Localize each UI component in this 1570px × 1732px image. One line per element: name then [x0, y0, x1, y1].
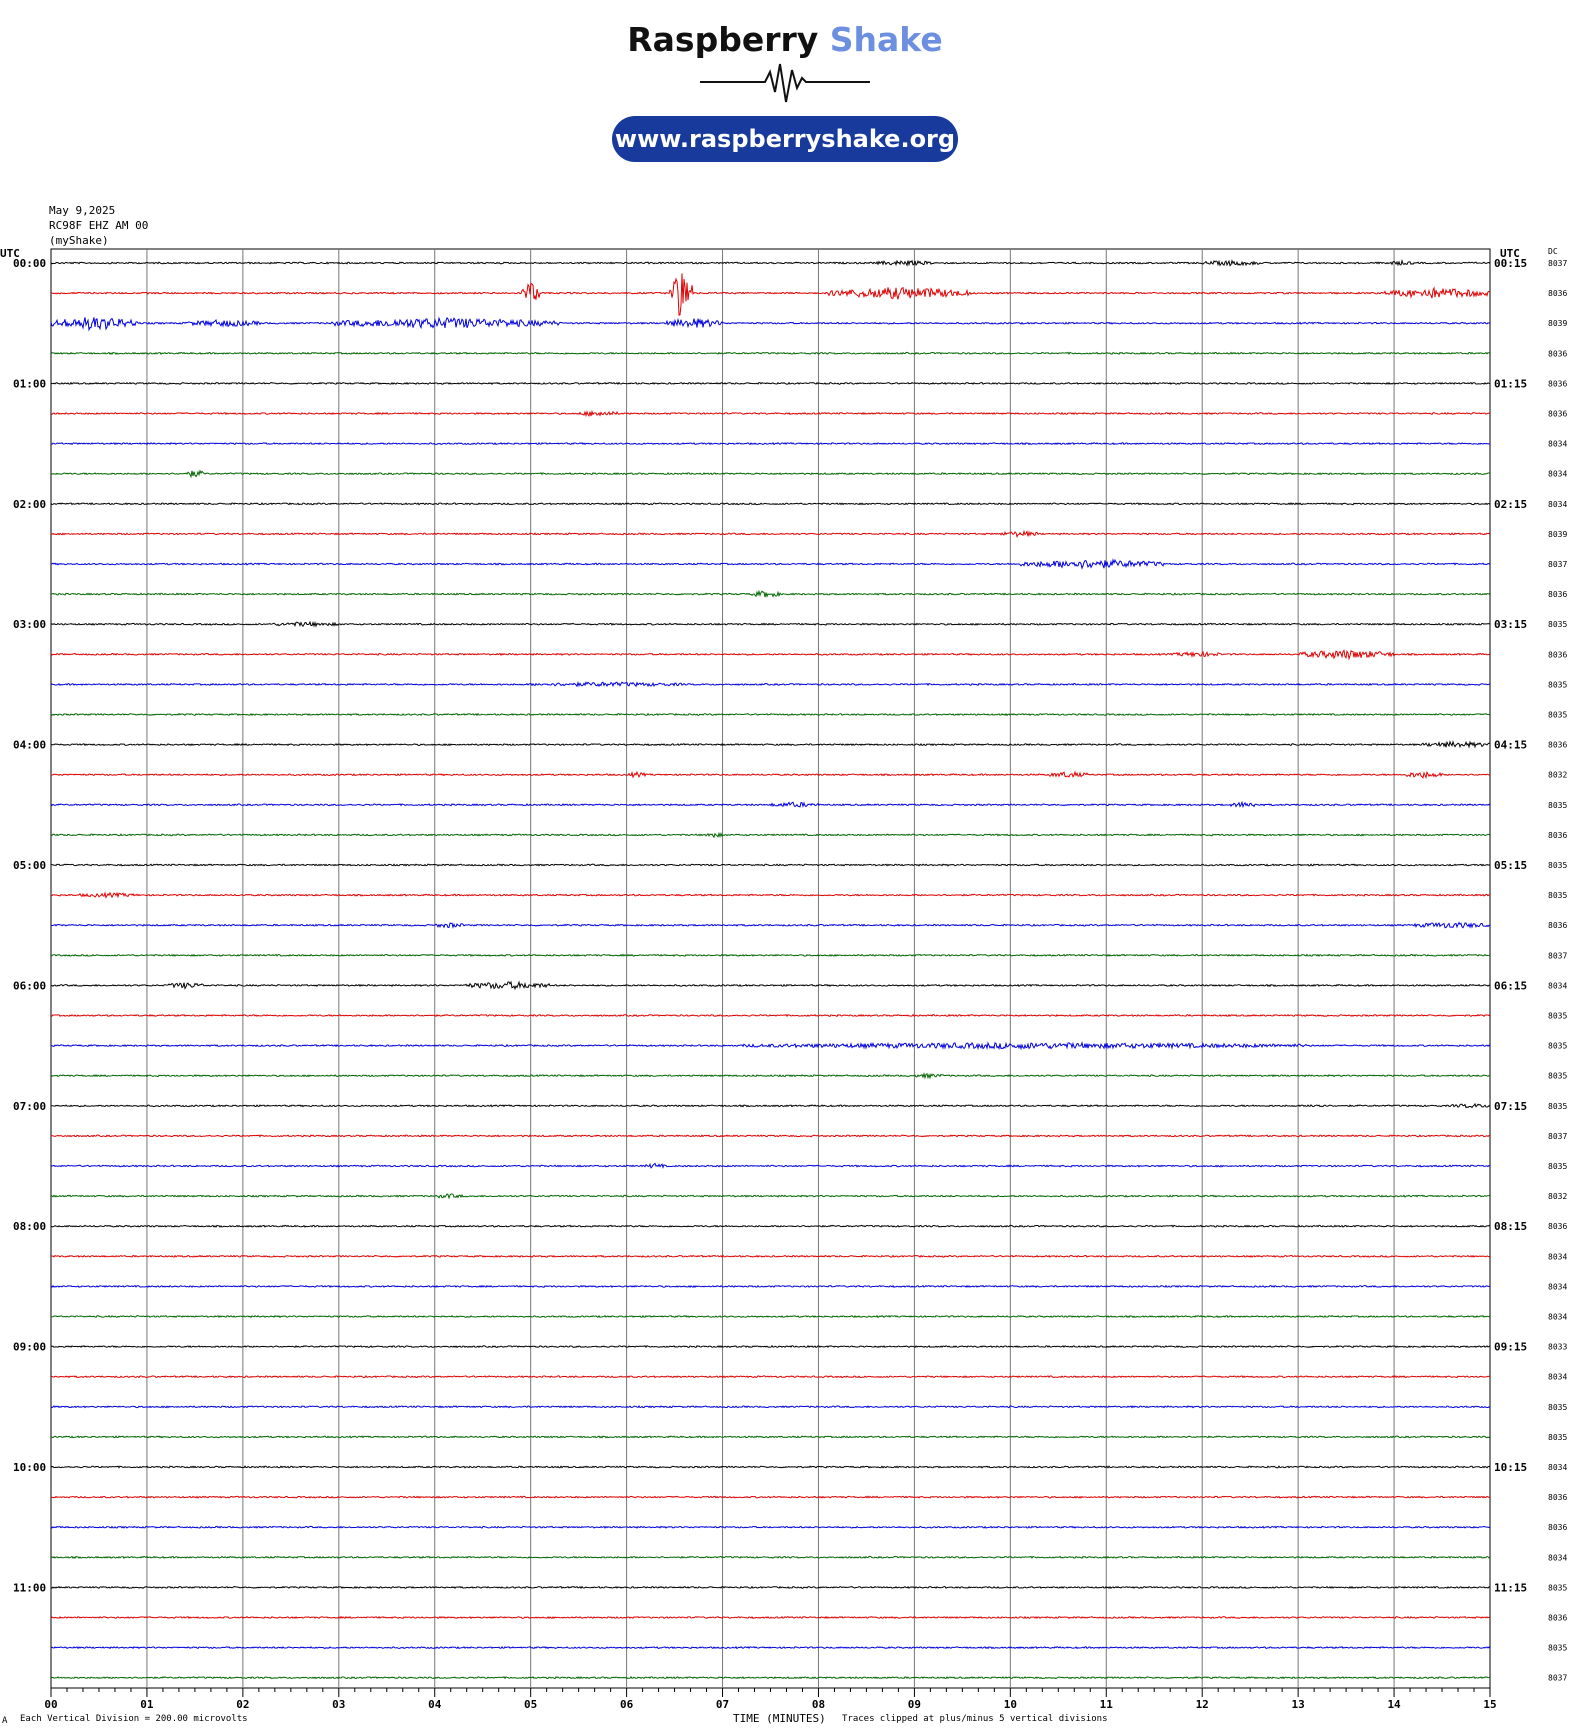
dc-offset-label: 8035 — [1548, 1643, 1568, 1653]
clip-note: Traces clipped at plus/minus 5 vertical divisions — [842, 1714, 1108, 1724]
dc-offset-label: 8036 — [1548, 1613, 1568, 1623]
x-tick-label: 11 — [1099, 1698, 1113, 1711]
seismic-trace-40 — [51, 1466, 1490, 1468]
seismic-trace-1 — [51, 273, 1490, 315]
seismic-trace-0 — [51, 261, 1490, 266]
dc-offset-label: 8036 — [1548, 650, 1568, 660]
x-tick-label: 08 — [811, 1698, 826, 1711]
dc-offset-label: 8036 — [1548, 1523, 1568, 1533]
dc-offset-label: 8036 — [1548, 740, 1568, 750]
dc-offset-label: 8033 — [1548, 1342, 1568, 1352]
seismic-trace-32 — [51, 1225, 1490, 1227]
plot-frame — [51, 249, 1490, 1688]
dc-offset-label: 8034 — [1548, 469, 1568, 479]
dc-offset-label: 8032 — [1548, 770, 1568, 780]
x-tick-label: 00 — [44, 1698, 58, 1711]
hour-label-left: 09:00 — [13, 1340, 47, 1354]
hour-label-right: 03:15 — [1494, 618, 1528, 632]
x-tick-label: 12 — [1195, 1698, 1209, 1711]
seismic-trace-17 — [51, 772, 1490, 778]
dc-offset-label: 8035 — [1548, 1162, 1568, 1171]
dc-offset-label: 8036 — [1548, 379, 1568, 389]
x-tick-label: 06 — [619, 1698, 634, 1711]
dc-offset-label: 8035 — [1548, 710, 1568, 720]
seismic-trace-24 — [51, 982, 1490, 989]
utc-label-left: UTC — [0, 247, 20, 260]
hour-label-left: 07:00 — [13, 1099, 47, 1113]
dc-offset-label: 8036 — [1548, 409, 1568, 419]
hour-label-left: 02:00 — [13, 497, 47, 511]
brand-url-badge[interactable]: www.raspberryshake.org — [612, 116, 958, 162]
dc-offset-label: 8036 — [1548, 1222, 1568, 1232]
corner-mark: A — [2, 1716, 8, 1726]
dc-offset-label: 8034 — [1548, 981, 1568, 991]
dc-header-label: DC — [1548, 247, 1558, 256]
hour-label-right: 11:15 — [1494, 1581, 1528, 1595]
x-tick-label: 02 — [236, 1698, 250, 1711]
seismic-trace-3 — [51, 352, 1490, 354]
x-tick-label: 09 — [907, 1698, 922, 1711]
hour-label-right: 09:15 — [1494, 1340, 1528, 1354]
dc-offset-label: 8035 — [1548, 861, 1568, 870]
seismic-trace-39 — [51, 1436, 1490, 1438]
hour-label-right: 01:15 — [1494, 377, 1528, 391]
dc-offset-label: 8036 — [1548, 921, 1568, 931]
seismic-trace-47 — [51, 1677, 1490, 1679]
x-tick-label: 05 — [524, 1698, 538, 1711]
x-tick-label: 10 — [1003, 1698, 1017, 1711]
hour-label-right: 02:15 — [1494, 497, 1528, 511]
seismic-trace-31 — [51, 1194, 1490, 1198]
seismic-trace-11 — [51, 591, 1490, 597]
seismic-trace-27 — [51, 1074, 1490, 1078]
seismic-trace-8 — [51, 503, 1490, 505]
seismic-trace-28 — [51, 1104, 1490, 1108]
dc-offset-label: 8035 — [1548, 800, 1568, 810]
seismic-trace-45 — [51, 1617, 1490, 1619]
seismic-trace-25 — [51, 1015, 1490, 1017]
dc-offset-label: 8034 — [1548, 1553, 1568, 1563]
dc-offset-label: 8036 — [1548, 590, 1568, 600]
dc-offset-label: 8035 — [1548, 1583, 1568, 1593]
dc-offset-label: 8037 — [1548, 951, 1568, 961]
dc-offset-label: 8037 — [1548, 1131, 1568, 1141]
dc-offset-label: 8035 — [1548, 1071, 1568, 1081]
x-axis-title: TIME (MINUTES) — [733, 1712, 826, 1725]
seismic-trace-6 — [51, 443, 1490, 445]
dc-offset-label: 8034 — [1548, 1252, 1568, 1262]
utc-label-right: UTC — [1500, 247, 1520, 260]
seismic-trace-23 — [51, 954, 1490, 956]
dc-offset-label: 8034 — [1548, 1312, 1568, 1322]
hour-label-right: 00:15 — [1494, 257, 1528, 270]
seismic-trace-5 — [51, 412, 1490, 416]
x-tick-label: 01 — [140, 1698, 154, 1711]
seismic-trace-2 — [51, 317, 1490, 329]
hour-label-right: 06:15 — [1494, 979, 1528, 993]
hour-label-left: 06:00 — [13, 979, 47, 993]
dc-offset-label: 8035 — [1548, 620, 1568, 630]
seismic-trace-12 — [51, 622, 1490, 626]
vertical-division-note: Each Vertical Division = 200.00 microvolts — [20, 1714, 248, 1724]
dc-offset-label: 8035 — [1548, 1402, 1568, 1412]
seismic-trace-36 — [51, 1346, 1490, 1348]
dc-offset-label: 8035 — [1548, 1011, 1568, 1021]
dc-offset-label: 8034 — [1548, 1463, 1568, 1472]
x-tick-label: 03 — [332, 1698, 346, 1711]
dc-offset-label: 8034 — [1548, 1372, 1568, 1382]
hour-label-left: 03:00 — [13, 618, 47, 632]
x-tick-label: 15 — [1483, 1698, 1497, 1711]
seismic-trace-9 — [51, 531, 1490, 536]
seismic-trace-38 — [51, 1406, 1490, 1408]
dc-offset-label: 8036 — [1548, 830, 1568, 840]
hour-label-left: 08:00 — [13, 1220, 47, 1234]
dc-offset-label: 8034 — [1548, 1282, 1568, 1292]
dc-offset-label: 8032 — [1548, 1192, 1568, 1202]
seismic-trace-18 — [51, 802, 1490, 807]
dc-offset-label: 8034 — [1548, 439, 1568, 449]
dc-offset-label: 8037 — [1548, 259, 1568, 268]
seismic-trace-7 — [51, 471, 1490, 477]
seismic-trace-16 — [51, 742, 1490, 747]
seismic-trace-19 — [51, 833, 1490, 837]
seismic-trace-20 — [51, 864, 1490, 866]
seismic-trace-37 — [51, 1376, 1490, 1378]
hour-label-right: 04:15 — [1494, 738, 1528, 752]
hour-label-left: 04:00 — [13, 738, 47, 752]
seismic-trace-42 — [51, 1526, 1490, 1528]
dc-offset-label: 8035 — [1548, 680, 1568, 690]
x-tick-label: 13 — [1291, 1698, 1305, 1711]
seismic-trace-22 — [51, 923, 1490, 928]
seismic-trace-29 — [51, 1135, 1490, 1137]
dc-offset-label: 8035 — [1548, 891, 1568, 901]
dc-offset-label: 8035 — [1548, 1432, 1568, 1442]
network-name: (myShake) — [49, 234, 109, 247]
seismic-trace-4 — [51, 383, 1490, 385]
seismic-trace-43 — [51, 1556, 1490, 1558]
hour-label-left: 00:00 — [13, 257, 47, 270]
dc-offset-label: 8035 — [1548, 1101, 1568, 1111]
dc-offset-label: 8036 — [1548, 349, 1568, 359]
dc-offset-label: 8034 — [1548, 499, 1568, 509]
recording-date: May 9,2025 — [49, 204, 116, 217]
dc-offset-label: 8036 — [1548, 289, 1568, 299]
seismic-trace-26 — [51, 1043, 1490, 1049]
hour-label-right: 05:15 — [1494, 859, 1528, 872]
dc-offset-label: 8037 — [1548, 1673, 1568, 1683]
seismic-trace-13 — [51, 650, 1490, 658]
seismic-trace-34 — [51, 1286, 1490, 1288]
seismic-trace-46 — [51, 1647, 1490, 1649]
x-tick-label: 14 — [1387, 1698, 1401, 1711]
seismic-trace-15 — [51, 714, 1490, 716]
hour-label-left: 10:00 — [13, 1461, 47, 1474]
hour-label-right: 10:15 — [1494, 1461, 1528, 1474]
x-tick-label: 04 — [428, 1698, 442, 1711]
seismic-trace-33 — [51, 1255, 1490, 1257]
dc-offset-label: 8035 — [1548, 1041, 1568, 1051]
seismic-trace-21 — [51, 893, 1490, 898]
hour-label-right: 08:15 — [1494, 1220, 1528, 1234]
dc-offset-label: 8037 — [1548, 560, 1568, 569]
dc-offset-label: 8039 — [1548, 529, 1568, 539]
hour-label-left: 05:00 — [13, 859, 47, 872]
x-tick-label: 07 — [715, 1698, 730, 1711]
seismic-trace-35 — [51, 1316, 1490, 1318]
brand-name-part1: Raspberry — [627, 20, 819, 59]
seismic-trace-41 — [51, 1496, 1490, 1498]
hour-label-left: 11:00 — [13, 1581, 47, 1595]
seismic-trace-10 — [51, 560, 1490, 568]
station-channel: RC98F EHZ AM 00 — [49, 219, 149, 232]
seismic-trace-30 — [51, 1163, 1490, 1167]
seismic-trace-44 — [51, 1587, 1490, 1589]
hour-label-right: 07:15 — [1494, 1099, 1528, 1113]
dc-offset-label: 8039 — [1548, 319, 1568, 329]
brand-name-part2: Shake — [829, 20, 943, 59]
hour-label-left: 01:00 — [13, 377, 47, 391]
dc-offset-label: 8036 — [1548, 1493, 1568, 1503]
seismic-trace-14 — [51, 682, 1490, 686]
